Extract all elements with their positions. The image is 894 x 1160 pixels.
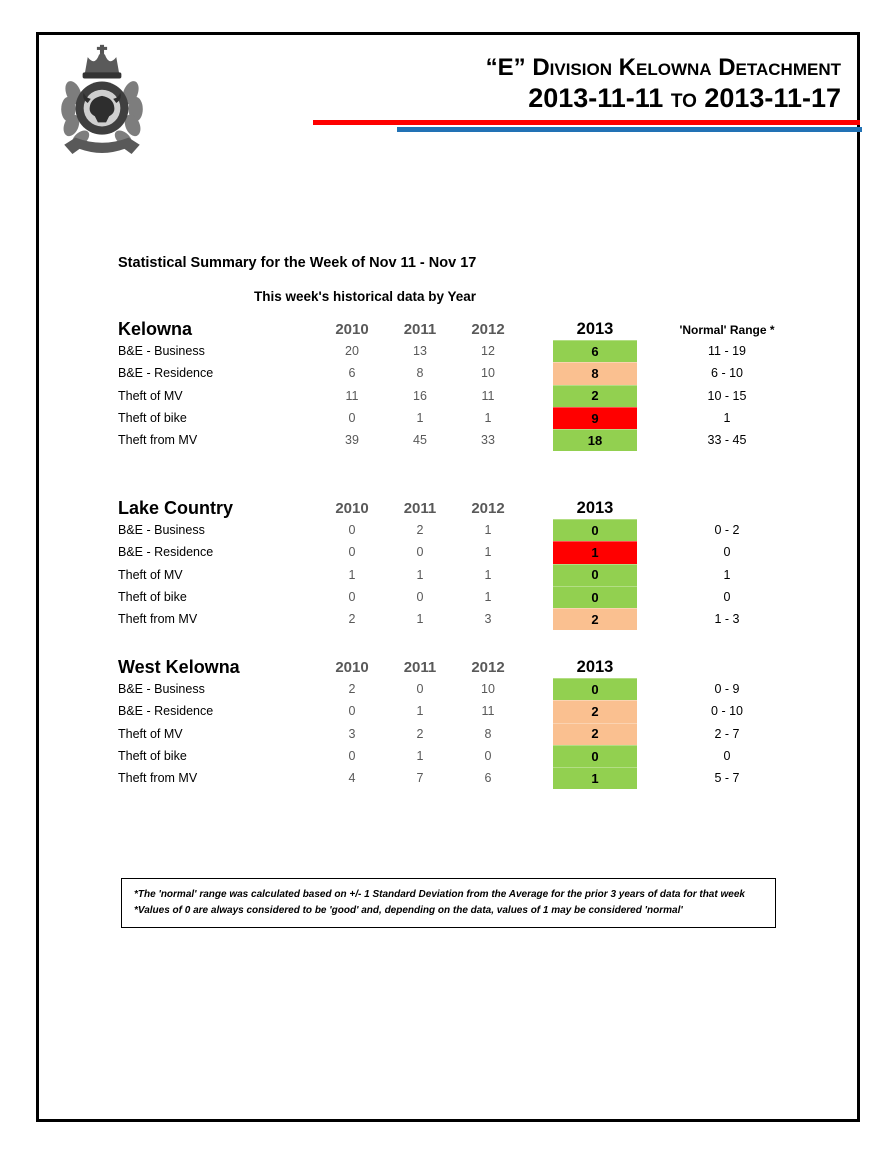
year-header-2010: 2010 [335, 321, 369, 338]
report-header [486, 53, 841, 115]
normal-range-value: 33 - 45 [707, 433, 747, 448]
value-2013-status-cell: 2 [553, 700, 637, 722]
row-label: Theft of bike [118, 590, 187, 605]
normal-range-value: 0 - 9 [714, 682, 740, 697]
year-header-2013: 2013 [576, 498, 614, 517]
row-label: Theft of MV [118, 726, 183, 741]
year-header-2011: 2011 [403, 659, 437, 676]
blue-divider-line [397, 127, 862, 132]
value-2012: 10 [481, 682, 495, 697]
value-2012: 33 [481, 433, 495, 448]
year-header-2011: 2011 [403, 500, 437, 517]
value-2011: 1 [416, 567, 424, 582]
row-label: B&E - Residence [118, 366, 214, 381]
value-2010: 11 [345, 388, 359, 403]
row-label: B&E - Business [118, 523, 205, 538]
normal-range-value: 1 [723, 567, 731, 582]
lake-country-table [118, 492, 797, 630]
value-2012: 1 [484, 590, 492, 605]
value-2012: 12 [481, 344, 495, 359]
normal-range-value: 0 [723, 590, 731, 605]
value-2012: 1 [484, 411, 492, 426]
year-header-2012: 2012 [471, 321, 505, 338]
normal-range-value: 10 - 15 [707, 388, 747, 403]
normal-range-value: 0 [723, 545, 731, 560]
value-2012: 6 [484, 771, 492, 786]
value-2013-status-cell: 2 [553, 608, 637, 630]
row-label: B&E - Residence [118, 545, 214, 560]
rcmp-crest-icon [51, 43, 153, 165]
row-label: Theft from MV [118, 612, 198, 627]
value-2011: 1 [416, 612, 424, 627]
row-label: B&E - Business [118, 682, 205, 697]
value-2012: 0 [484, 749, 492, 764]
value-2011: 16 [413, 388, 427, 403]
value-2010: 39 [345, 433, 359, 448]
value-2013-status-cell: 0 [553, 745, 637, 767]
normal-range-value: 5 - 7 [714, 771, 740, 786]
report-date-range: 2013-11-11 to 2013-11-17 [528, 83, 841, 114]
value-2011: 2 [416, 523, 424, 538]
row-label: Theft from MV [118, 771, 198, 786]
value-2010: 20 [345, 344, 359, 359]
value-2012: 11 [481, 388, 495, 403]
value-2010: 2 [348, 682, 356, 697]
value-2013-status-cell: 0 [553, 519, 637, 541]
value-2013-status-cell: 8 [553, 362, 637, 384]
value-2013-status-cell: 2 [553, 385, 637, 407]
table-title: Kelowna [118, 319, 193, 339]
value-2011: 13 [413, 344, 427, 359]
value-2013-status-cell: 0 [553, 564, 637, 586]
value-2012: 8 [484, 726, 492, 741]
row-label: Theft of bike [118, 411, 187, 426]
normal-range-header: 'Normal' Range * [679, 323, 775, 337]
value-2013-status-cell: 6 [553, 340, 637, 362]
value-2010: 3 [348, 726, 356, 741]
value-2012: 3 [484, 612, 492, 627]
normal-range-value: 0 [723, 749, 731, 764]
value-2013-status-cell: 2 [553, 723, 637, 745]
normal-range-value: 0 - 2 [714, 523, 740, 538]
year-header-2010: 2010 [335, 500, 369, 517]
value-2013-status-cell: 0 [553, 678, 637, 700]
value-2012: 11 [481, 704, 495, 719]
normal-range-value: 11 - 19 [708, 344, 746, 359]
summary-title: Statistical Summary for the Week of Nov 11 - Nov 17 [118, 255, 477, 271]
value-2010: 0 [348, 523, 356, 538]
year-header-2012: 2012 [471, 500, 505, 517]
value-2010: 0 [348, 545, 356, 560]
value-2011: 1 [416, 749, 424, 764]
value-2011: 8 [416, 366, 424, 381]
value-2010: 4 [348, 771, 356, 786]
report-title: “E” Division Kelowna Detachment [485, 54, 841, 81]
value-2013-status-cell: 0 [553, 586, 637, 608]
normal-range-value: 1 - 3 [714, 612, 740, 627]
row-label: B&E - Residence [118, 704, 214, 719]
row-label: Theft of bike [118, 749, 187, 764]
value-2011: 0 [416, 590, 424, 605]
value-2010: 1 [348, 567, 356, 582]
normal-range-value: 0 - 10 [711, 704, 743, 719]
row-label: Theft of MV [118, 567, 183, 582]
normal-range-value: 2 - 7 [714, 726, 740, 741]
value-2011: 1 [416, 411, 424, 426]
value-2013-status-cell: 1 [553, 541, 637, 563]
kelowna-table [118, 313, 797, 451]
year-header-2011: 2011 [403, 321, 437, 338]
value-2011: 2 [416, 726, 424, 741]
value-2010: 0 [348, 704, 356, 719]
year-header-2012: 2012 [471, 659, 505, 676]
value-2013-status-cell: 18 [553, 429, 637, 451]
normal-range-value: 6 - 10 [711, 366, 743, 381]
table-title: West Kelowna [118, 657, 240, 677]
value-2010: 2 [348, 612, 356, 627]
summary-subtitle: This week's historical data by Year [253, 289, 477, 304]
table-title: Lake Country [118, 498, 234, 518]
value-2011: 0 [416, 545, 424, 560]
value-2013-status-cell: 9 [553, 407, 637, 429]
value-2011: 0 [416, 682, 424, 697]
value-2011: 1 [416, 704, 424, 719]
west-kelowna-table [118, 651, 797, 789]
year-header-2013: 2013 [576, 657, 614, 676]
value-2011: 45 [413, 433, 427, 448]
footnote-box [121, 878, 776, 928]
year-header-2010: 2010 [335, 659, 369, 676]
value-2010: 0 [348, 749, 356, 764]
value-2012: 1 [484, 545, 492, 560]
year-header-2013: 2013 [576, 319, 614, 338]
footnote-line: *The 'normal' range was calculated based on +/- 1 Standard Deviation from the Average for the prior 3 years of data for that week [134, 889, 745, 900]
report-page [36, 32, 860, 1122]
value-2010: 0 [348, 411, 356, 426]
value-2012: 1 [484, 523, 492, 538]
value-2010: 6 [348, 366, 356, 381]
value-2013-status-cell: 1 [553, 767, 637, 789]
normal-range-value: 1 [723, 411, 731, 426]
value-2011: 7 [416, 771, 424, 786]
value-2012: 10 [481, 366, 495, 381]
value-2010: 0 [348, 590, 356, 605]
row-label: Theft of MV [118, 388, 183, 403]
row-label: Theft from MV [118, 433, 198, 448]
row-label: B&E - Business [118, 344, 205, 359]
value-2012: 1 [484, 567, 492, 582]
footnote-line: *Values of 0 are always considered to be 'good' and, depending on the data, values of 1 may be considered 'normal' [134, 905, 683, 916]
red-divider-line [313, 120, 860, 125]
